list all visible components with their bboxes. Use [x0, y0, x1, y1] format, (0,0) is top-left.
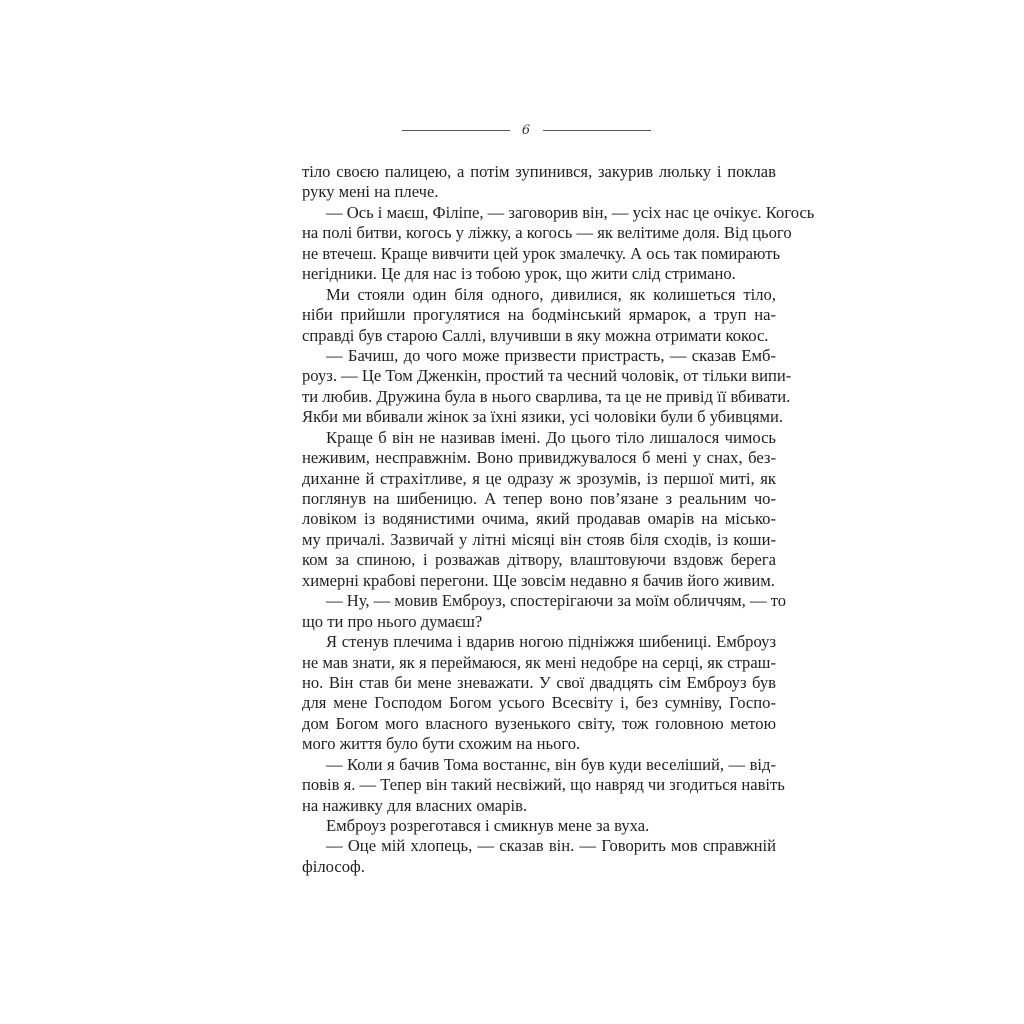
text-line: тіло своєю палицею, а потім зупинився, закурив люльку і поклав [302, 162, 776, 181]
text-line: химерні крабові перегони. Ще зовсім недавно я бачив його живим. [302, 570, 775, 590]
text-line: ком за спиною, і розважав дітвору, влаштовуючи вздовж берега [302, 550, 776, 570]
text-line: ти любив. Дружина була в нього сварлива, та це не привід її вбивати. [302, 386, 791, 406]
text-line: справді був старою Саллі, влучивши в яку можна отримати кокос. [302, 325, 769, 345]
text-line: неживим, несправжнім. Воно привиджувалося б мені у снах, без- [302, 448, 776, 468]
text-line: мого життя було бути схожим на нього. [302, 734, 581, 754]
page-header [402, 120, 652, 142]
text-line: — Бачиш, до чого може призвести пристрасть, — сказав Емб- [326, 345, 776, 365]
text-line: на наживку для власних омарів. [302, 795, 528, 815]
text-line: Ми стояли один біля одного, дивилися, як колишеться тіло, [326, 284, 776, 304]
text-line: на полі битви, когось у ліжку, а когось — як велітиме доля. Від цього [302, 223, 792, 243]
text-line: му причалі. Зазвичай у літні місяці він стояв біля сходів, із коши- [302, 529, 776, 549]
text-line: Я стенув плечима і вдарив ногою підніжжя шибениці. Емброуз [326, 632, 776, 652]
text-line: філософ. [302, 856, 365, 876]
text-line: дом Богом мого власного вузенького світу, тож головною метою [302, 713, 776, 733]
text-line: що ти про нього думаєш? [302, 611, 483, 631]
text-line: но. Він став би мене зневажати. У свої двадцять сім Емброуз був [302, 672, 776, 692]
text-line: руку мені на плече. [302, 182, 439, 202]
text-line: поглянув на шибеницю. А тепер воно пов’язане з реальним чо- [302, 489, 776, 508]
header-rule-right [543, 130, 651, 131]
text-line: — Ну, — мовив Емброуз, спостерігаючи за моїм обличчям, — то [326, 591, 787, 611]
text-line: ніби прийшли прогулятися на бодмінський ярмарок, а труп на- [302, 305, 776, 325]
text-line: не втечеш. Краще вивчити цей урок змалечку. А ось так помирають [302, 243, 781, 263]
text-line: Якби ми вбивали жінок за їхні язики, усі чоловіки були б убивцями. [302, 407, 783, 427]
text-line: — Ось і маєш, Філіпе, — заговорив він, — усіх нас це очікує. Когось [326, 202, 815, 222]
text-line: Краще б він не називав імені. До цього тіло лишалося чимось [326, 427, 776, 447]
text-line: Емброуз розреготався і смикнув мене за вуха. [326, 816, 650, 835]
text-line: диханне й страхітливе, я це одразу ж зрозумів, із першої миті, як [302, 468, 776, 488]
text-line: негідники. Це для нас із тобою урок, що жити слід стримано. [302, 264, 736, 284]
text-line: повів я. — Тепер він такий несвіжий, що навряд чи згодиться навіть [302, 775, 785, 795]
page-number: 6 [521, 123, 531, 138]
text-line: роуз. — Це Том Дженкін, простий та чесний чоловік, от тільки випи- [302, 366, 792, 386]
text-line: для мене Господом Богом усього Всесвіту і, без сумніву, Госпо- [302, 693, 776, 713]
header-rule-left [402, 130, 510, 131]
text-line: не мав знати, як я переймаюся, як мені недобре на серці, як страш- [302, 652, 776, 672]
body-text [302, 162, 815, 877]
text-line: ловіком із водянистими очима, який продавав омарів на місько- [302, 509, 776, 529]
text-line: — Коли я бачив Тома востаннє, він був куди веселіший, — від- [326, 754, 776, 774]
text-line: — Оце мій хлопець, — сказав він. — Говорить мов справжній [326, 836, 776, 856]
